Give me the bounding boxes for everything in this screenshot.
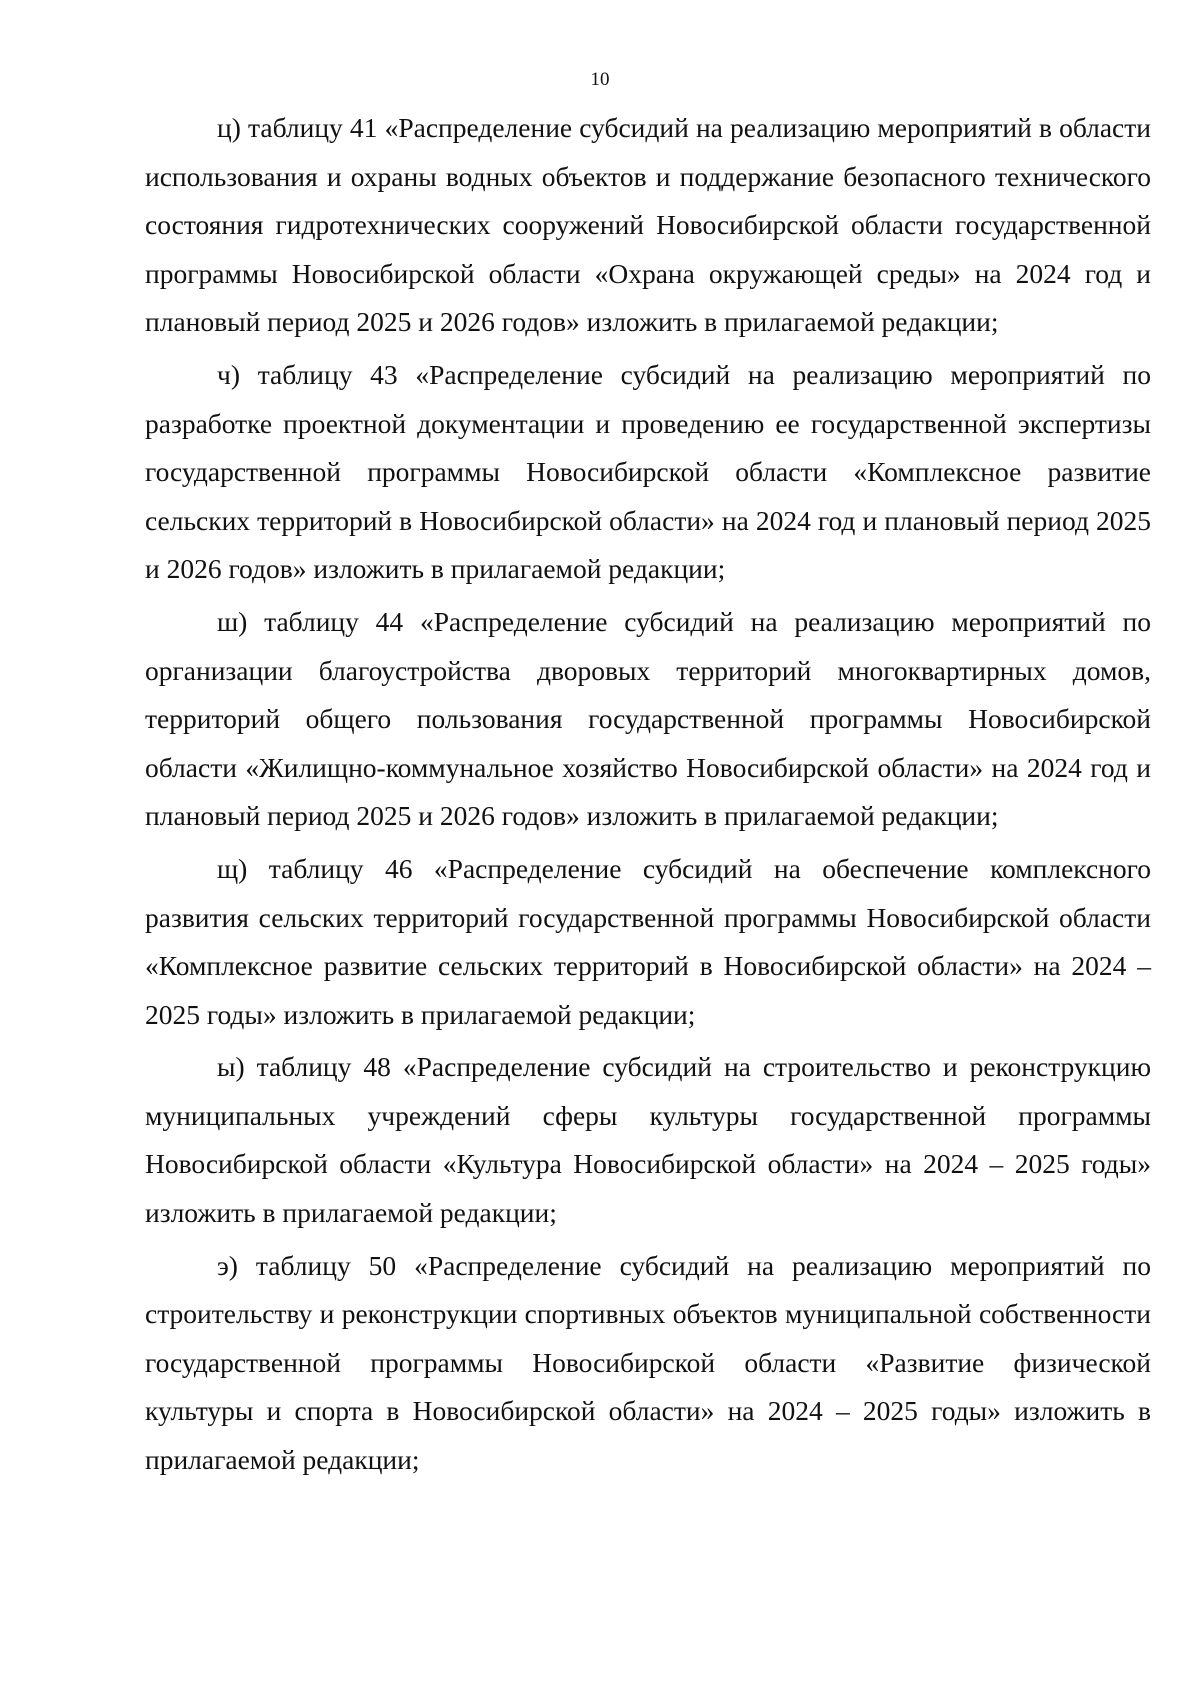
document-body	[145, 104, 1151, 1489]
paragraph-y: ы) таблицу 48 «Распределение субсидий на строительство и реконструкцию муниципальных учреждений сферы культуры государственной программы Новосибирской области «Культура Новосибирской области» на 2024 – 2025 годы» изложить в прилагаемой редакции;	[145, 1051, 1151, 1229]
paragraph-ts: ц) таблицу 41 «Распределение субсидий на реализацию мероприятий в области использования и охраны водных объектов и поддержание безопасного технического состояния гидротехнических сооружений Новосибирской области государственной программы Новосибирской области «Охрана окружающей среды» на 2024 год и плановый период 2025 и 2026 годов» изложить в прилагаемой редакции;	[145, 112, 1151, 338]
paragraph-shch: щ) таблицу 46 «Распределение субсидий на обеспечение комплексного развития сельских территорий государственной программы Новосибирской области «Комплексное развитие сельских территорий в Новосибирской области» на 2024 – 2025 годы» изложить в прилагаемой редакции;	[145, 852, 1151, 1030]
page-number: 10	[590, 69, 610, 90]
paragraph-sh: ш) таблицу 44 «Распределение субсидий на реализацию мероприятий по организации благоустройства дворовых территорий многоквартирных домов, территорий общего пользования государственной программы Новосибирской области «Жилищно-коммунальное хозяйство Новосибирской области» на 2024 год и плановый период 2025 и 2026 годов» изложить в прилагаемой редакции;	[145, 605, 1151, 832]
paragraph-e: э) таблицу 50 «Распределение субсидий на реализацию мероприятий по строительству и реконструкции спортивных объектов муниципальной собственности государственной программы Новосибирской области «Развитие физической культуры и спорта в Новосибирской области» на 2024 – 2025 годы» изложить в прилагаемой редакции;	[145, 1249, 1151, 1476]
paragraph-ch: ч) таблицу 43 «Распределение субсидий на реализацию мероприятий по разработке проектной документации и проведению ее государственной экспертизы государственной программы Новосибирской области «Комплексное развитие сельских территорий в Новосибирской области» на 2024 год и плановый период 2025 и 2026 годов» изложить в прилагаемой редакции;	[145, 358, 1151, 585]
